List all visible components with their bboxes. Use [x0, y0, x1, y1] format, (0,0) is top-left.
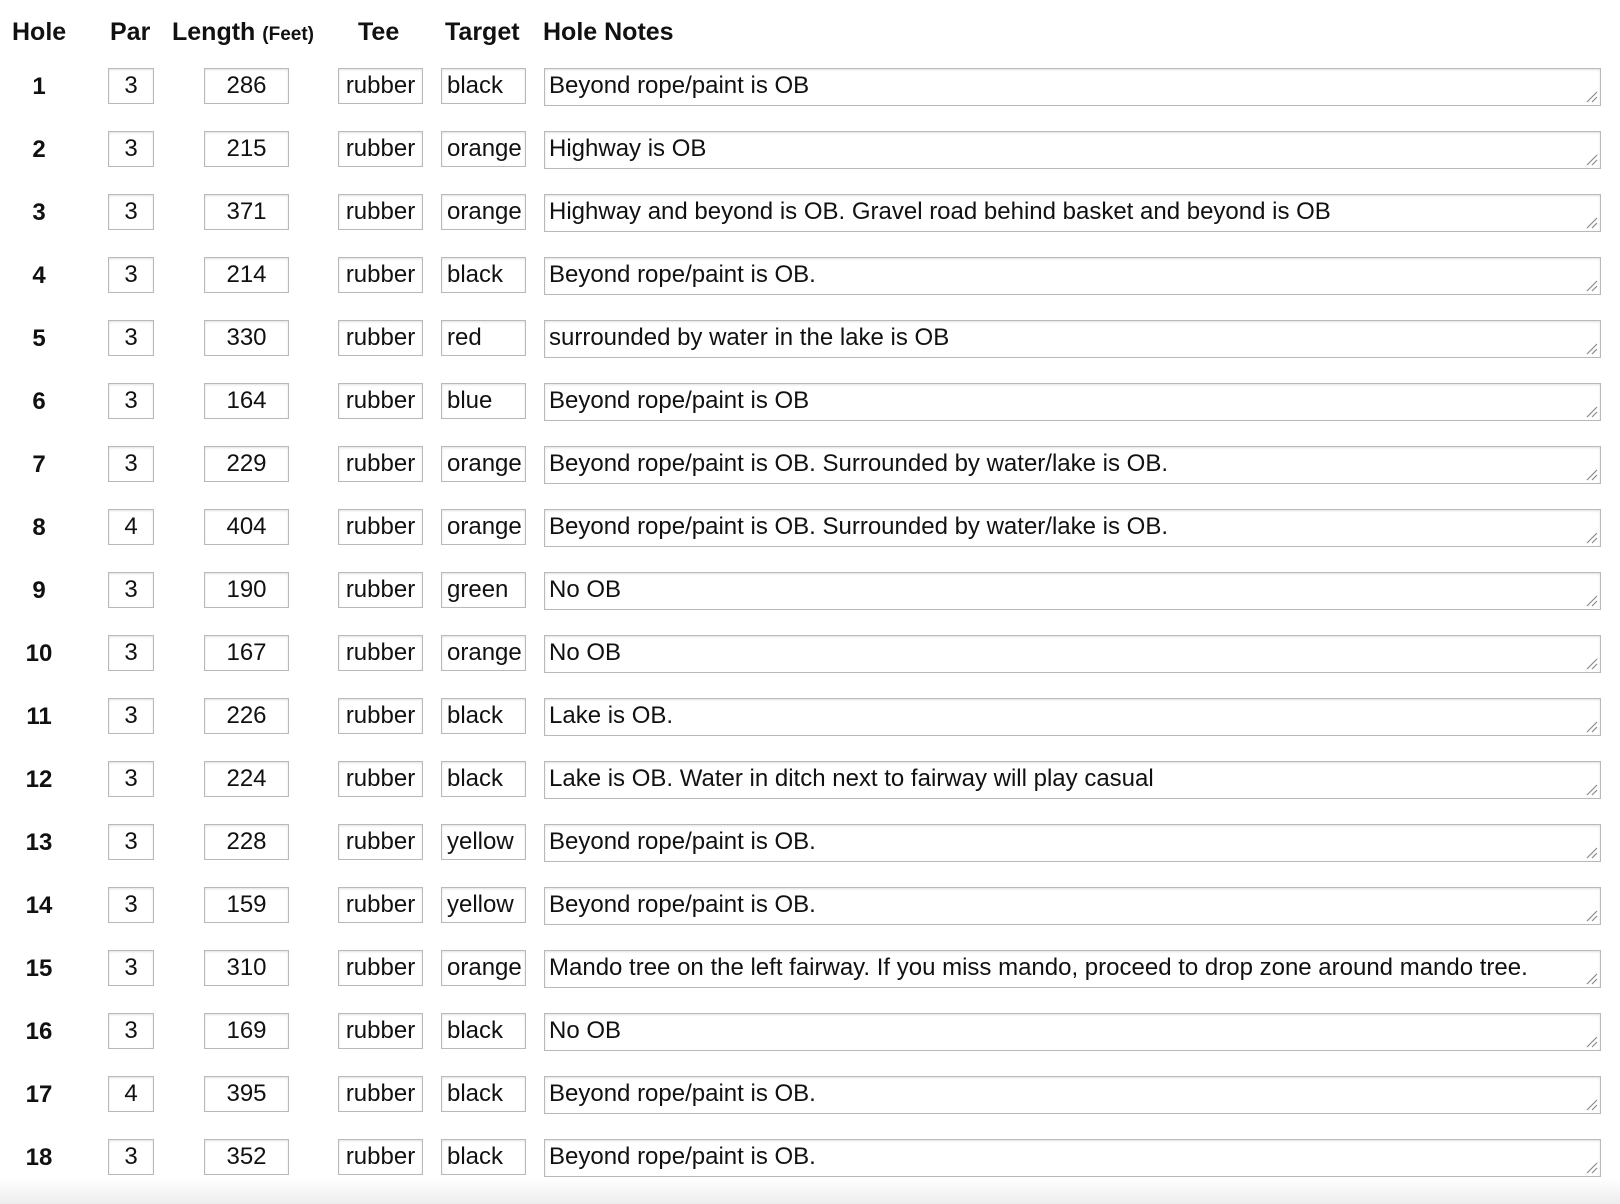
hole-row: [0, 257, 1620, 320]
target-input[interactable]: orange: [441, 950, 526, 986]
hole-row: [0, 950, 1620, 1013]
hole-number: 3: [32, 199, 46, 226]
target-input[interactable]: black: [441, 698, 526, 734]
hole-notes-text: Beyond rope/paint is OB. Surrounded by water/lake is OB.: [549, 450, 1168, 477]
par-input[interactable]: 3: [108, 572, 154, 608]
hole-number: 17: [25, 1081, 53, 1108]
hole-notes-text: Beyond rope/paint is OB.: [549, 1143, 816, 1170]
resize-grip-icon[interactable]: [1584, 341, 1598, 355]
hole-notes-text: Beyond rope/paint is OB: [549, 387, 810, 414]
par-input[interactable]: 4: [108, 1076, 154, 1112]
par-input[interactable]: 3: [108, 383, 154, 419]
resize-grip-icon[interactable]: [1584, 530, 1598, 544]
tee-input[interactable]: rubber: [338, 761, 423, 797]
header-length-label: Length: [172, 18, 256, 46]
bottom-fade: [0, 1178, 1620, 1204]
length-input[interactable]: 164: [204, 383, 289, 419]
resize-grip-icon[interactable]: [1584, 656, 1598, 670]
hole-number: 1: [32, 73, 46, 100]
hole-notes-text: Beyond rope/paint is OB: [549, 72, 810, 99]
length-input[interactable]: 371: [204, 194, 289, 230]
hole-notes-textarea[interactable]: [544, 68, 1601, 106]
hole-number: 8: [32, 514, 46, 541]
resize-grip-icon[interactable]: [1584, 845, 1598, 859]
par-input[interactable]: 3: [108, 194, 154, 230]
resize-grip-icon[interactable]: [1584, 971, 1598, 985]
target-input[interactable]: black: [441, 1013, 526, 1049]
length-input[interactable]: 224: [204, 761, 289, 797]
hole-notes-text: Lake is OB.: [549, 702, 674, 729]
hole-notes-text: Highway is OB: [549, 135, 707, 162]
par-input[interactable]: 3: [108, 824, 154, 860]
length-input[interactable]: 215: [204, 131, 289, 167]
target-input[interactable]: black: [441, 257, 526, 293]
hole-number: 9: [32, 577, 46, 604]
tee-input[interactable]: rubber: [338, 194, 423, 230]
hole-notes-textarea[interactable]: [544, 572, 1601, 610]
header-length-unit: (Feet): [262, 24, 315, 45]
par-input[interactable]: 3: [108, 1013, 154, 1049]
hole-number: 4: [32, 262, 46, 289]
tee-input[interactable]: rubber: [338, 68, 423, 104]
hole-notes-text: Lake is OB. Water in ditch next to fairway will play casual: [549, 765, 1154, 792]
resize-grip-icon[interactable]: [1584, 593, 1598, 607]
length-input[interactable]: 229: [204, 446, 289, 482]
hole-notes-textarea[interactable]: [544, 194, 1601, 232]
target-input[interactable]: green: [441, 572, 526, 608]
par-input[interactable]: 3: [108, 635, 154, 671]
tee-input[interactable]: rubber: [338, 950, 423, 986]
target-input[interactable]: orange: [441, 446, 526, 482]
hole-notes-textarea[interactable]: [544, 1139, 1601, 1177]
hole-row: [0, 446, 1620, 509]
hole-notes-textarea[interactable]: [544, 1076, 1601, 1114]
length-input[interactable]: 395: [204, 1076, 289, 1112]
hole-notes-text: No OB: [549, 1017, 622, 1044]
hole-number: 10: [25, 640, 53, 667]
tee-input[interactable]: rubber: [338, 887, 423, 923]
hole-number: 13: [25, 829, 53, 856]
resize-grip-icon[interactable]: [1584, 1097, 1598, 1111]
hole-notes-textarea[interactable]: [544, 320, 1601, 358]
tee-input[interactable]: rubber: [338, 446, 423, 482]
hole-notes-textarea[interactable]: [544, 257, 1601, 295]
hole-row: [0, 1076, 1620, 1139]
resize-grip-icon[interactable]: [1584, 1034, 1598, 1048]
resize-grip-icon[interactable]: [1584, 152, 1598, 166]
hole-row: [0, 383, 1620, 446]
hole-notes-text: Beyond rope/paint is OB.: [549, 828, 816, 855]
tee-input[interactable]: rubber: [338, 1013, 423, 1049]
hole-number: 6: [32, 388, 46, 415]
hole-number: 7: [32, 451, 46, 478]
target-input[interactable]: black: [441, 1139, 526, 1175]
hole-row: [0, 887, 1620, 950]
target-input[interactable]: black: [441, 68, 526, 104]
tee-input[interactable]: rubber: [338, 257, 423, 293]
tee-input[interactable]: rubber: [338, 383, 423, 419]
length-input[interactable]: 286: [204, 68, 289, 104]
hole-notes-textarea[interactable]: [544, 698, 1601, 736]
hole-number: 12: [25, 766, 53, 793]
hole-number: 14: [25, 892, 53, 919]
tee-input[interactable]: rubber: [338, 131, 423, 167]
hole-number: 5: [32, 325, 46, 352]
header-target: Target: [445, 18, 520, 46]
par-input[interactable]: 3: [108, 1139, 154, 1175]
resize-grip-icon[interactable]: [1584, 908, 1598, 922]
target-input[interactable]: orange: [441, 635, 526, 671]
length-input[interactable]: 330: [204, 320, 289, 356]
resize-grip-icon[interactable]: [1584, 278, 1598, 292]
hole-row: [0, 1013, 1620, 1076]
hole-notes-text: No OB: [549, 639, 622, 666]
hole-notes-text: Beyond rope/paint is OB.: [549, 261, 816, 288]
target-input[interactable]: yellow: [441, 887, 526, 923]
hole-row: [0, 824, 1620, 887]
hole-notes-textarea[interactable]: [544, 1013, 1601, 1051]
target-input[interactable]: blue: [441, 383, 526, 419]
hole-row: [0, 635, 1620, 698]
header-hole: Hole: [12, 18, 67, 46]
header-tee: Tee: [358, 18, 400, 46]
length-input[interactable]: 226: [204, 698, 289, 734]
target-input[interactable]: yellow: [441, 824, 526, 860]
table-header: [0, 14, 1620, 50]
par-input[interactable]: 3: [108, 446, 154, 482]
hole-notes-textarea[interactable]: [544, 131, 1601, 169]
target-input[interactable]: orange: [441, 509, 526, 545]
par-input[interactable]: 3: [108, 887, 154, 923]
tee-input[interactable]: rubber: [338, 572, 423, 608]
resize-grip-icon[interactable]: [1584, 1160, 1598, 1174]
length-input[interactable]: 352: [204, 1139, 289, 1175]
par-input[interactable]: 3: [108, 131, 154, 167]
length-input[interactable]: 159: [204, 887, 289, 923]
tee-input[interactable]: rubber: [338, 320, 423, 356]
par-input[interactable]: 3: [108, 68, 154, 104]
length-input[interactable]: 404: [204, 509, 289, 545]
tee-input[interactable]: rubber: [338, 635, 423, 671]
target-input[interactable]: black: [441, 1076, 526, 1112]
resize-grip-icon[interactable]: [1584, 467, 1598, 481]
hole-row: [0, 68, 1620, 131]
header-par: Par: [110, 18, 151, 46]
hole-notes-textarea[interactable]: [544, 446, 1601, 484]
par-input[interactable]: 4: [108, 509, 154, 545]
par-input[interactable]: 3: [108, 761, 154, 797]
tee-input[interactable]: rubber: [338, 509, 423, 545]
par-input[interactable]: 3: [108, 257, 154, 293]
resize-grip-icon[interactable]: [1584, 404, 1598, 418]
hole-notes-textarea[interactable]: [544, 635, 1601, 673]
hole-notes-textarea[interactable]: [544, 887, 1601, 925]
resize-grip-icon[interactable]: [1584, 719, 1598, 733]
target-input[interactable]: orange: [441, 131, 526, 167]
hole-row: [0, 509, 1620, 572]
hole-number: 15: [25, 955, 53, 982]
hole-notes-text: Beyond rope/paint is OB.: [549, 1080, 816, 1107]
hole-row: [0, 698, 1620, 761]
resize-grip-icon[interactable]: [1584, 782, 1598, 796]
par-input[interactable]: 3: [108, 320, 154, 356]
length-input[interactable]: 169: [204, 1013, 289, 1049]
tee-input[interactable]: rubber: [338, 1076, 423, 1112]
par-input[interactable]: 3: [108, 698, 154, 734]
par-input[interactable]: 3: [108, 950, 154, 986]
header-hole-notes: Hole Notes: [543, 18, 674, 46]
hole-notes-text: surrounded by water in the lake is OB: [549, 324, 950, 351]
hole-row: [0, 194, 1620, 257]
length-input[interactable]: 310: [204, 950, 289, 986]
hole-notes-textarea[interactable]: [544, 761, 1601, 799]
hole-notes-textarea[interactable]: [544, 824, 1601, 862]
hole-number: 2: [32, 136, 46, 163]
tee-input[interactable]: rubber: [338, 1139, 423, 1175]
hole-number: 16: [25, 1018, 53, 1045]
hole-notes-text: Beyond rope/paint is OB.: [549, 891, 816, 918]
tee-input[interactable]: rubber: [338, 698, 423, 734]
hole-notes-textarea[interactable]: [544, 509, 1601, 547]
hole-notes-textarea[interactable]: [544, 950, 1601, 988]
hole-notes-text: Mando tree on the left fairway. If you miss mando, proceed to drop zone around mando tree.: [549, 954, 1528, 981]
hole-row: [0, 572, 1620, 635]
resize-grip-icon[interactable]: [1584, 89, 1598, 103]
hole-row: [0, 761, 1620, 824]
length-input[interactable]: 228: [204, 824, 289, 860]
hole-number: 11: [26, 703, 52, 730]
target-input[interactable]: red: [441, 320, 526, 356]
length-input[interactable]: 167: [204, 635, 289, 671]
hole-rows: [0, 68, 1620, 1202]
hole-notes-textarea[interactable]: [544, 383, 1601, 421]
target-input[interactable]: black: [441, 761, 526, 797]
hole-row: [0, 320, 1620, 383]
hole-notes-text: No OB: [549, 576, 622, 603]
hole-row: [0, 131, 1620, 194]
target-input[interactable]: orange: [441, 194, 526, 230]
hole-notes-text: Highway and beyond is OB. Gravel road behind basket and beyond is OB: [549, 198, 1331, 225]
length-input[interactable]: 190: [204, 572, 289, 608]
resize-grip-icon[interactable]: [1584, 215, 1598, 229]
hole-notes-text: Beyond rope/paint is OB. Surrounded by water/lake is OB.: [549, 513, 1168, 540]
length-input[interactable]: 214: [204, 257, 289, 293]
header-length: [172, 14, 314, 53]
tee-input[interactable]: rubber: [338, 824, 423, 860]
hole-number: 18: [25, 1144, 53, 1171]
